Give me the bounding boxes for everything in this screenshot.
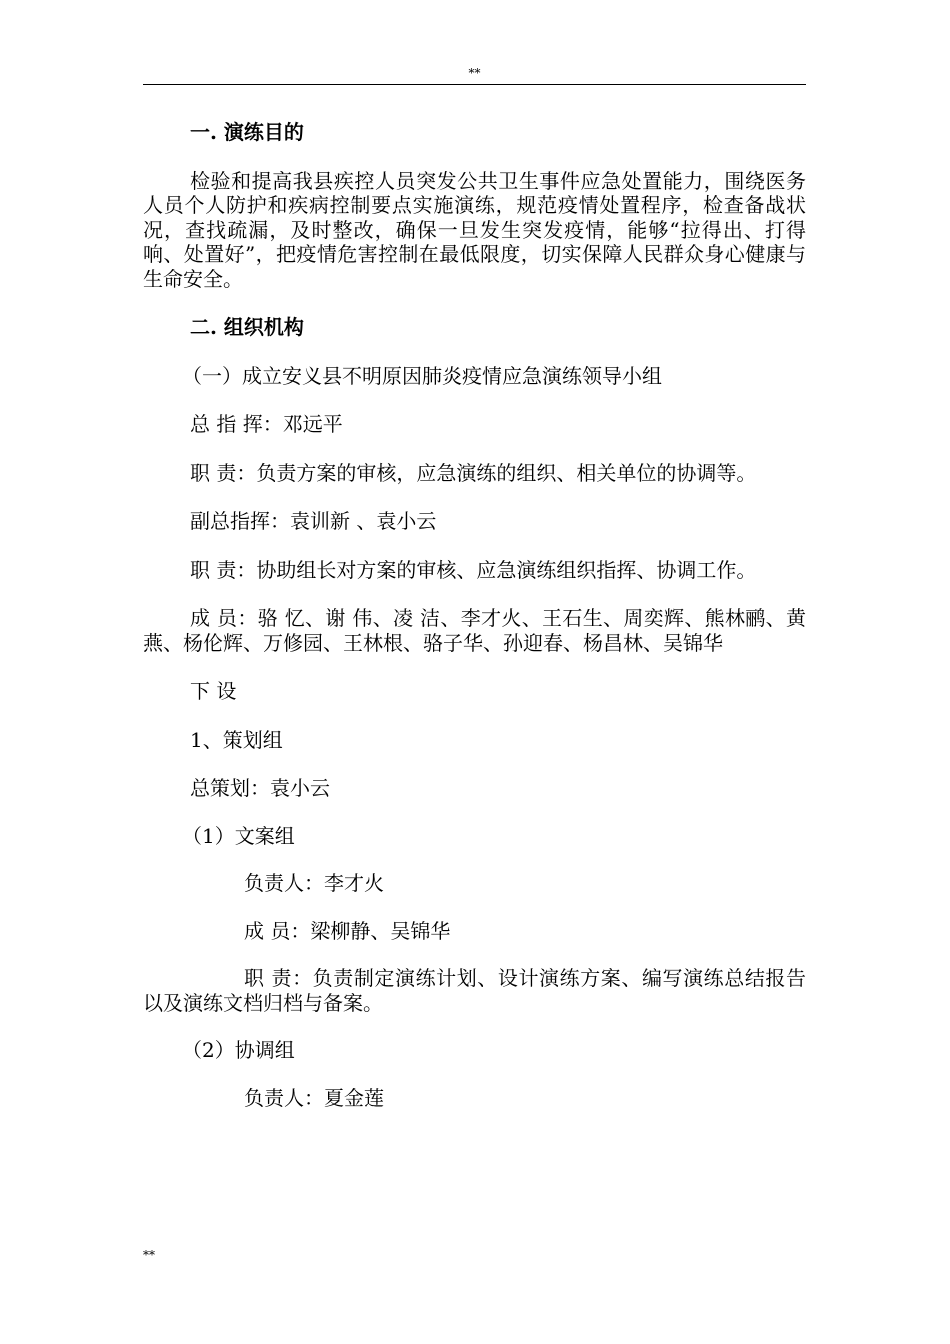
page-header: ** xyxy=(468,66,481,80)
section-heading-organization: 二. 组织机构 xyxy=(190,315,304,339)
commander-line: 总 指 挥：邓远平 xyxy=(190,412,343,436)
members-line: 成 员：骆 忆、谢 伟、凌 洁、李才火、王石生、周奕辉、熊林鹂、黄 燕、杨伦辉、万修园、王林根、骆子华、孙迎春、杨昌林、吴锦华 xyxy=(143,606,806,655)
copy-group-leader: 负责人：李才火 xyxy=(244,871,384,895)
page-footer: ** xyxy=(143,1248,155,1262)
coord-group-leader: 负责人：夏金莲 xyxy=(244,1085,384,1110)
header-rule xyxy=(143,84,806,85)
coord-group-title: （2）协调组 xyxy=(182,1038,295,1062)
copy-group-duty: 职 责：负责制定演练计划、设计演练方案、编写演练总结报告以及演练文档归档与备案。 xyxy=(143,966,806,1015)
purpose-paragraph: 检验和提高我县疾控人员突发公共卫生事件应急处置能力，围绕医务人员个人防护和疾病控制要点实施演练，规范疫情处置程序，检查备战状况，查找疏漏，及时整改，确保一旦发生突发疫情，能够“拉得出、打得响、处置好”，把疫情危害控制在最低限度，切实保障人民群众身心健康与生命安全。 xyxy=(143,168,806,291)
deputy-duty: 职 责：协助组长对方案的审核、应急演练组织指挥、协调工作。 xyxy=(190,557,757,582)
subordinate-label: 下 设 xyxy=(190,679,237,703)
leading-group-title: （一）成立安义县不明原因肺炎疫情应急演练领导小组 xyxy=(182,363,662,388)
commander-duty: 职 责：负责方案的审核，应急演练的组织、相关单位的协调等。 xyxy=(190,460,757,485)
copy-group-title: （1）文案组 xyxy=(182,823,295,848)
copy-group-members: 成 员：梁柳静、吴锦华 xyxy=(244,918,451,943)
chief-planner-line: 总策划：袁小云 xyxy=(190,776,330,800)
section-heading-purpose: 一. 演练目的 xyxy=(190,120,304,144)
deputy-line: 副总指挥：袁训新 、袁小云 xyxy=(190,509,437,533)
document-body xyxy=(143,120,806,1110)
planning-group-title: 1、策划组 xyxy=(190,727,283,752)
